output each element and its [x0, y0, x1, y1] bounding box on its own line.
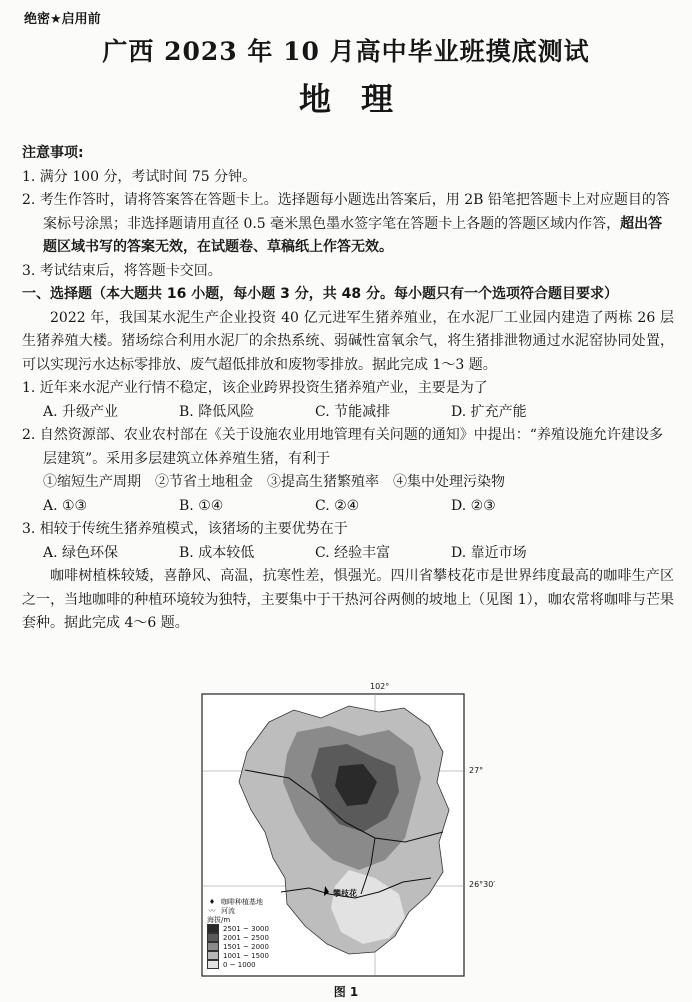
passage-1: 2022 年，我国某水泥生产企业投资 40 亿元进军生猪养殖业，在水泥厂工业园内建造了两栋 26 层生猪养殖大楼。猪场综合利用水泥厂的余热系统、弱碱性富氧余气，将生猪排泄物通过水泥窑协同处置，可以实现污水达标零排放、废气超低排放和废物零排放。据此完成 1～3 题。 — [22, 309, 674, 373]
q3-option-a: A. 绿色环保 — [43, 544, 119, 561]
q1-options — [22, 401, 674, 425]
notes-heading: 注意事项: — [22, 145, 84, 161]
figure-1-map — [199, 682, 501, 982]
figure-caption: 图 1 — [333, 985, 359, 999]
legend-band-2-label: 2001 ~ 2500 — [223, 933, 269, 942]
note-item-2 — [22, 189, 674, 260]
exam-title: 广西 2023 年 10 月高中毕业班摸底测试 — [102, 37, 590, 66]
legend-band-5-label: 0 ~ 1000 — [223, 960, 256, 969]
legend-band-3-label: 1501 ~ 2000 — [223, 942, 269, 951]
note-item-2-text: 2. 考生作答时，请将答案答在答题卡上。选择题每小题选出答案后，用 2B 铅笔把答题卡上对应题目的答案标号涂黑；非选择题请用直径 0.5 毫米黑色墨水签字笔在答题卡上各题的答题区域内作答， — [22, 192, 670, 232]
legend-swatch-1 — [207, 924, 219, 933]
confidential-mark: 绝密★启用前 — [24, 12, 101, 27]
q3-option-b: B. 成本较低 — [179, 544, 255, 561]
legend-swatch-2 — [207, 933, 219, 942]
q1-stem: 1. 近年来水泥产业行情不稳定，该企业跨界投资生猪养殖产业，主要是为了 — [22, 380, 488, 396]
longitude-label: 102° — [370, 682, 390, 691]
q3-stem: 3. 相较于传统生猪养殖模式，该猪场的主要优势在于 — [22, 521, 348, 537]
q3-option-d: D. 靠近市场 — [451, 544, 527, 561]
legend-swatch-3 — [207, 942, 219, 951]
legend-band-1-label: 2501 ~ 3000 — [223, 924, 269, 933]
q3-option-c: C. 经验丰富 — [315, 544, 391, 561]
legend-swatch-4 — [207, 951, 219, 960]
q2-option-c: C. ②④ — [315, 497, 360, 514]
river-legend-icon: 〰 — [208, 906, 216, 915]
legend-band-2 — [207, 933, 299, 942]
q2-stem: 2. 自然资源部、农业农村部在《关于设施农业用地管理有关问题的通知》中提出：“养殖设施允许建设多层建筑”。采用多层建筑立体养殖生猪，有利于 — [22, 427, 663, 467]
latitude-label-2630: 26°30′ — [469, 880, 496, 889]
legend-elev-title-text: 海拔/m — [207, 915, 231, 924]
note-item-1: 1. 满分 100 分，考试时间 75 分钟。 — [22, 168, 257, 185]
section1-heading: 一、选择题（本大题共 16 小题，每小题 3 分，共 48 分。每小题只有一个选项符合题目要求） — [22, 286, 618, 302]
legend-band-3 — [207, 942, 299, 951]
latitude-label-27: 27° — [469, 766, 484, 775]
q2-choices: ①缩短生产周期 ②节省土地租金 ③提高生猪繁殖率 ④集中处理污染物 — [43, 474, 505, 490]
legend-river-label: 河流 — [221, 906, 235, 915]
q1-option-b: B. 降低风险 — [179, 403, 255, 420]
legend-band-4-label: 1001 ~ 1500 — [223, 951, 269, 960]
coffee-legend-icon: ♦ — [208, 897, 216, 906]
legend-band-5 — [207, 960, 299, 969]
exam-content — [22, 142, 674, 636]
q2-options — [22, 495, 674, 519]
passage-2: 咖啡树植株较矮，喜静风、高温，抗寒性差，惧强光。四川省攀枝花市是世界纬度最高的咖啡生产区之一，当地咖啡的种植环境较为独特，主要集中于干热河谷两侧的坡地上（见图 1），咖农常将咖啡与芒果套种。据此完成 4～6 题。 — [22, 568, 674, 631]
legend-coffee-label: 咖啡种植基地 — [221, 897, 263, 906]
legend-band-4 — [207, 951, 299, 960]
q2-option-a: A. ①③ — [43, 497, 88, 514]
subject-title: 地理 — [298, 80, 423, 118]
legend-swatch-5 — [207, 960, 219, 969]
city-label: 攀枝花 — [333, 889, 357, 898]
legend-elev-title — [207, 915, 299, 924]
q2-option-d: D. ②③ — [451, 497, 496, 514]
q3-options — [22, 542, 674, 566]
note-item-2-warning: 超出答题区域书写的答案无效，在试题卷、草稿纸上作答无效。 — [43, 215, 663, 255]
q1-option-c: C. 节能减排 — [315, 403, 391, 420]
map-legend — [207, 897, 299, 977]
legend-band-1 — [207, 924, 299, 933]
q2-option-b: B. ①④ — [179, 497, 224, 514]
q1-option-a: A. 升级产业 — [43, 403, 119, 420]
note-item-3: 3. 考试结束后，将答题卡交回。 — [22, 262, 222, 279]
q1-option-d: D. 扩充产能 — [451, 403, 527, 420]
